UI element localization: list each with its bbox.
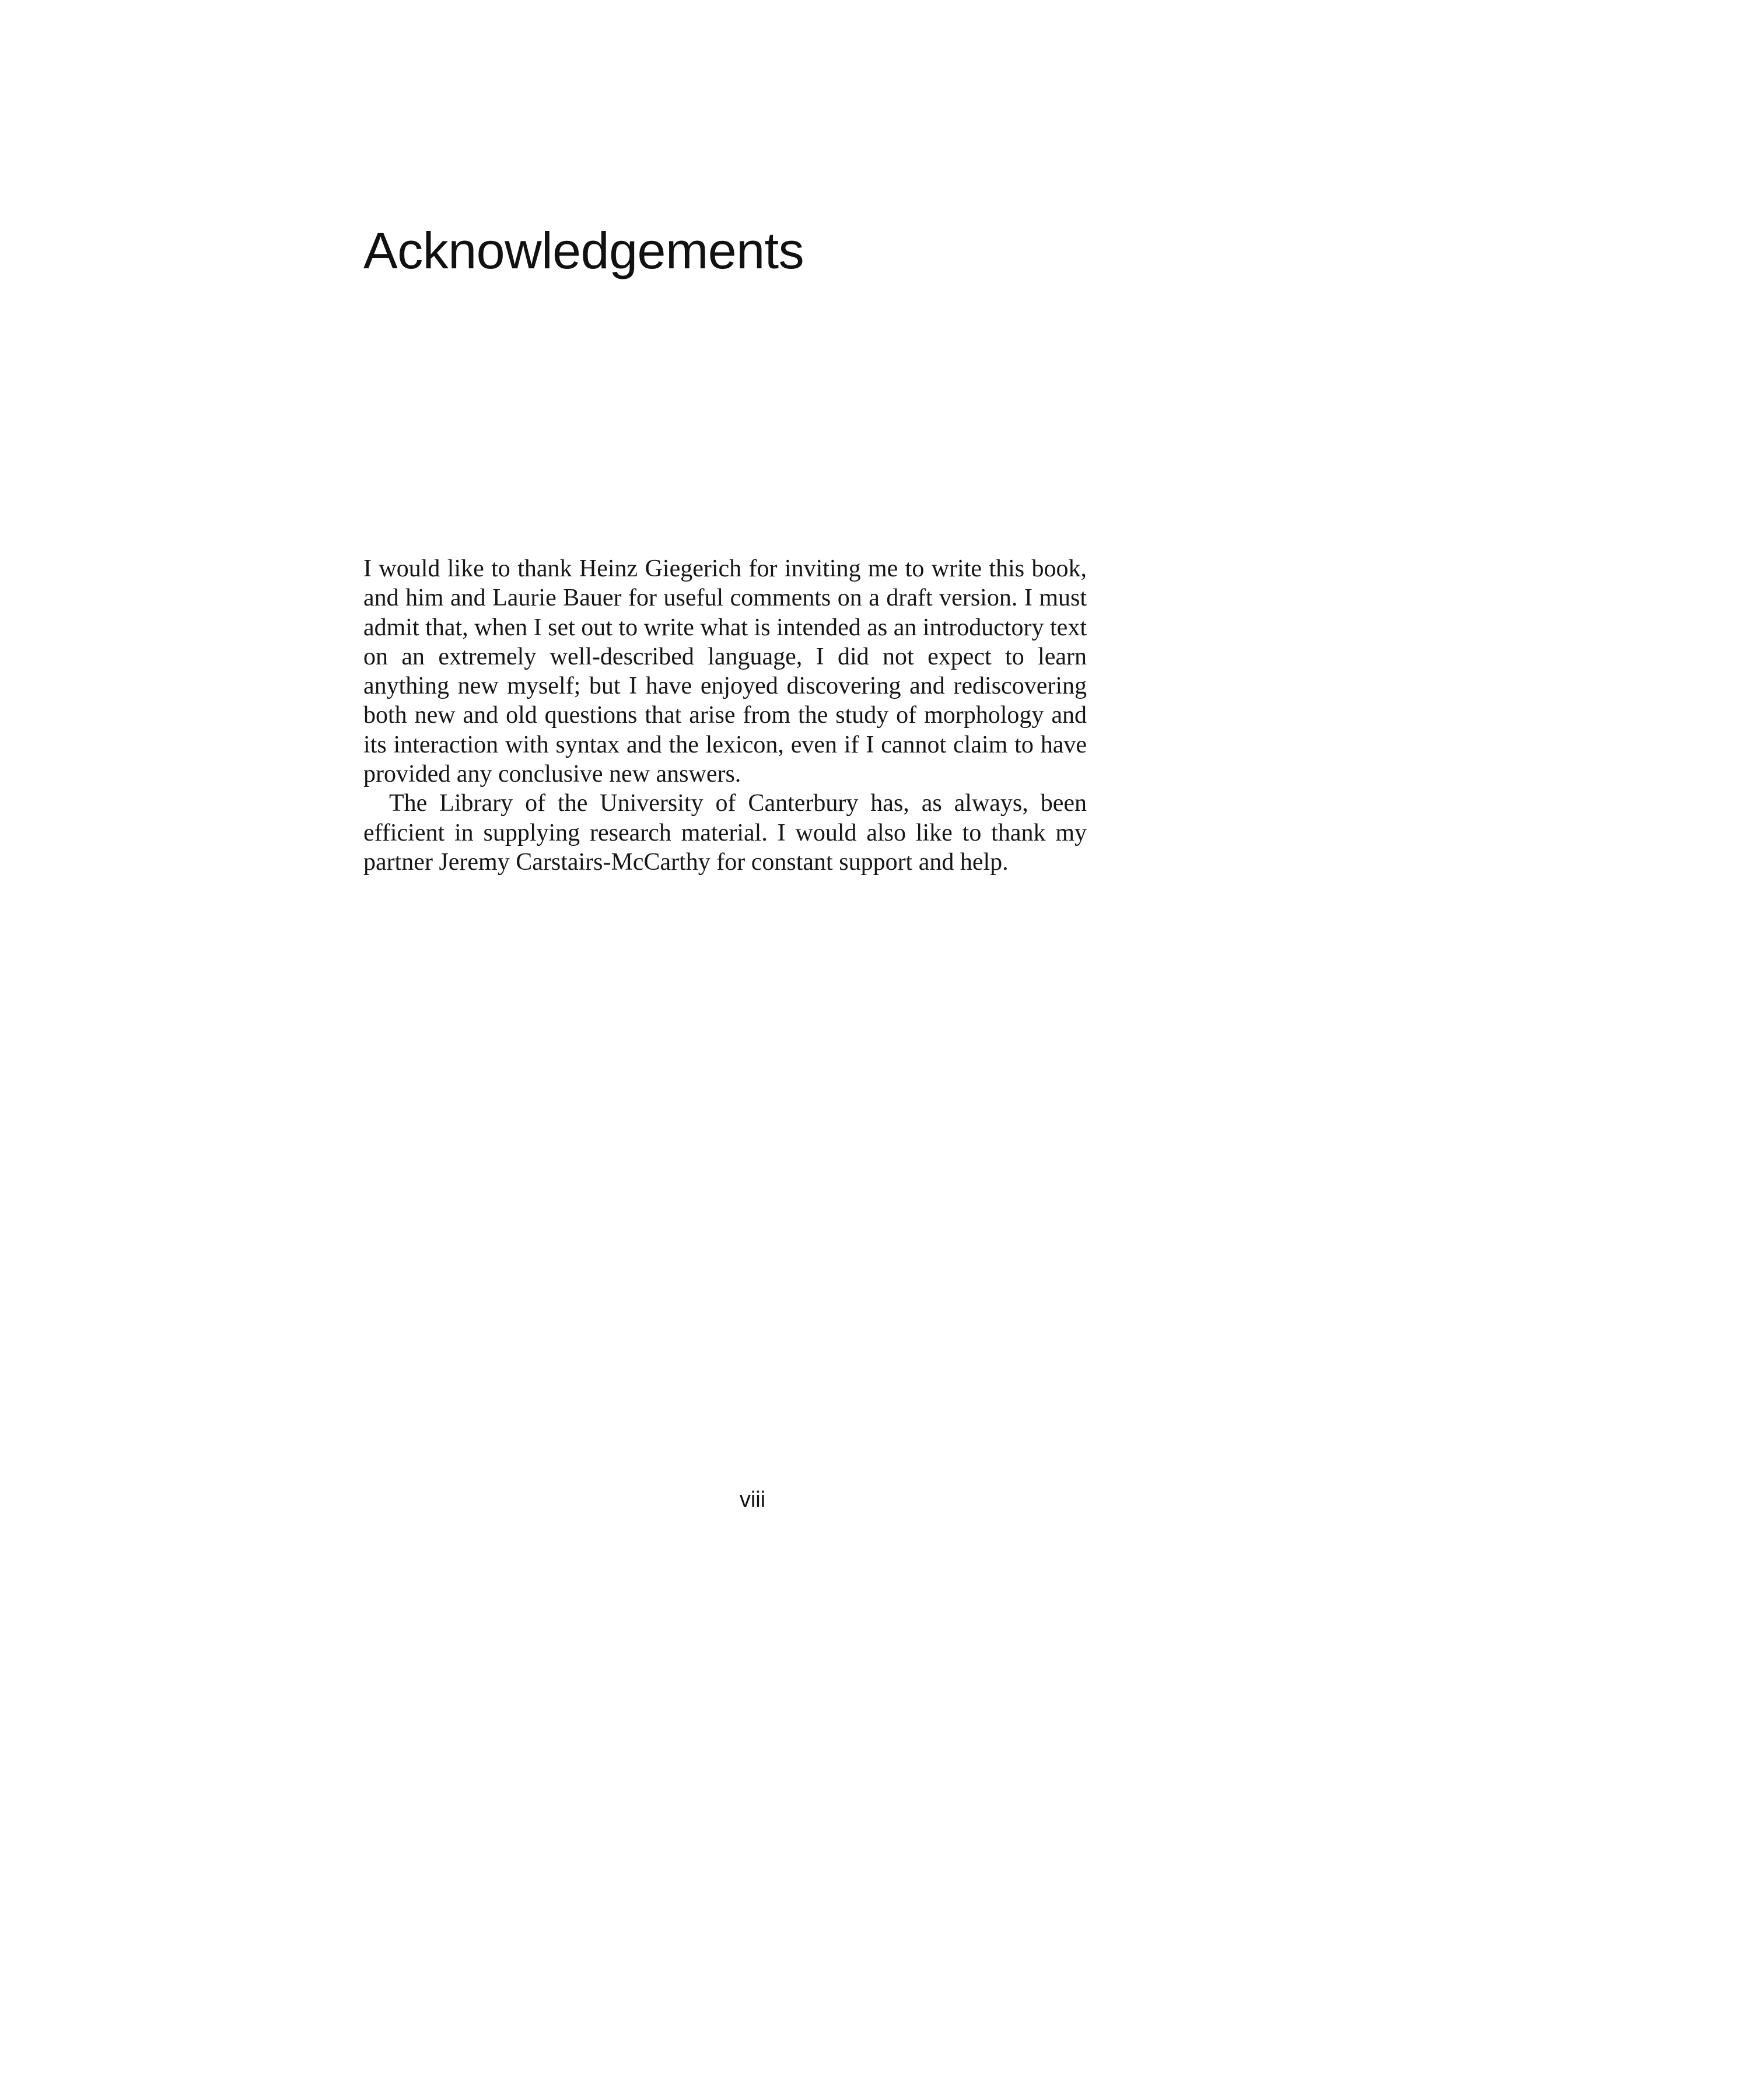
paragraph: I would like to thank Heinz Giegerich for inviting me to write this book, and him and Laurie Bauer for useful comments on a draft version. I must admit that, when I set out to write what is intended as an introductory text on an extremely well-described language, I did not expect to learn anything new myself; but I have enjoyed discovering and rediscovering both new and old questions that arise from the study of morphology and its interaction with syntax and the lexicon, even if I cannot claim to have provided any conclusive new answers. — [363, 555, 1087, 788]
chapter-heading: Acknowledgements — [363, 222, 804, 279]
page-number: viii — [739, 1488, 766, 1512]
acknowledgements-body — [363, 554, 1087, 877]
paragraph: The Library of the University of Canterbury has, as always, been efficient in supplying research material. I would also like to thank my partner Jeremy Carstairs-McCarthy for constant support and help. — [363, 790, 1087, 876]
